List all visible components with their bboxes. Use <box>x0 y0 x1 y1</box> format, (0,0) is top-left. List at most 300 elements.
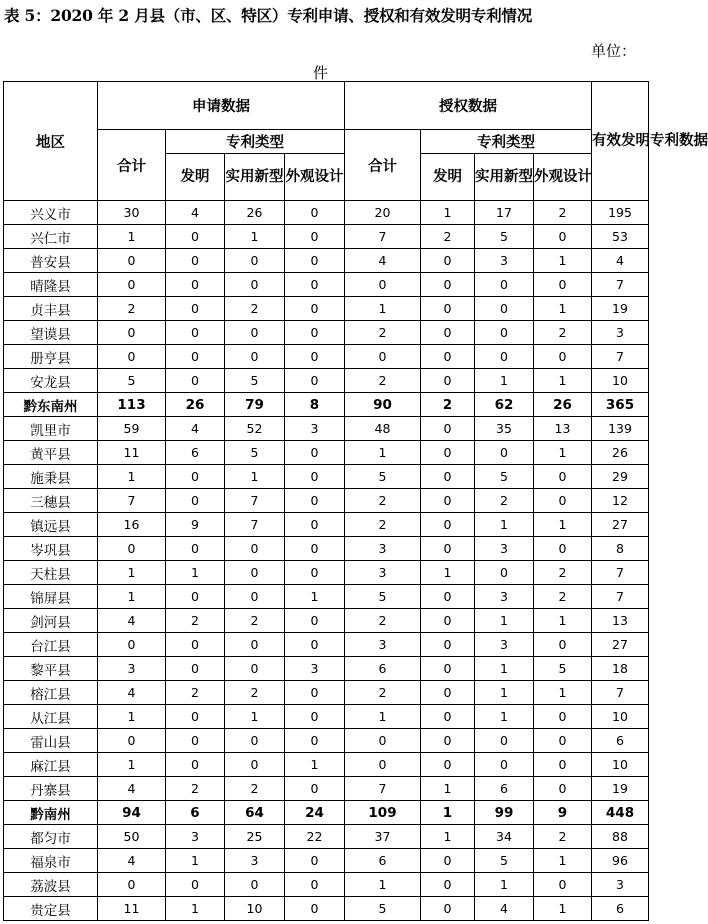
value-cell: 3 <box>345 561 421 585</box>
value-cell: 2 <box>98 297 166 321</box>
value-cell: 1 <box>225 225 285 249</box>
region-cell: 贵定县 <box>4 897 98 921</box>
header-application: 申请数据 <box>98 82 345 130</box>
table-title: 表 5：2020 年 2 月县（市、区、特区）专利申请、授权和有效发明专利情况 <box>4 6 532 25</box>
table-row <box>4 849 649 873</box>
value-cell: 1 <box>345 441 421 465</box>
value-cell: 5 <box>475 849 534 873</box>
value-cell: 0 <box>421 609 475 633</box>
value-cell: 5 <box>225 441 285 465</box>
region-cell: 黔南州 <box>4 801 98 825</box>
region-cell: 册亨县 <box>4 345 98 369</box>
value-cell: 0 <box>166 249 225 273</box>
value-cell: 88 <box>592 825 649 849</box>
value-cell: 0 <box>225 321 285 345</box>
value-cell: 25 <box>225 825 285 849</box>
value-cell: 3 <box>166 825 225 849</box>
value-cell: 0 <box>225 585 285 609</box>
summary-row <box>4 801 649 825</box>
value-cell: 22 <box>285 825 345 849</box>
region-cell: 丹寨县 <box>4 777 98 801</box>
value-cell: 1 <box>166 849 225 873</box>
value-cell: 7 <box>592 561 649 585</box>
table-row <box>4 249 649 273</box>
value-cell: 0 <box>166 273 225 297</box>
value-cell: 0 <box>421 441 475 465</box>
value-cell: 448 <box>592 801 649 825</box>
table-row <box>4 489 649 513</box>
table-row <box>4 681 649 705</box>
value-cell: 0 <box>285 609 345 633</box>
region-cell: 兴义市 <box>4 201 98 225</box>
value-cell: 7 <box>345 225 421 249</box>
value-cell: 0 <box>98 633 166 657</box>
value-cell: 90 <box>345 393 421 417</box>
value-cell: 0 <box>421 537 475 561</box>
table-row <box>4 273 649 297</box>
value-cell: 0 <box>421 681 475 705</box>
value-cell: 0 <box>534 537 592 561</box>
value-cell: 0 <box>166 633 225 657</box>
value-cell: 0 <box>98 537 166 561</box>
value-cell: 0 <box>345 729 421 753</box>
value-cell: 26 <box>166 393 225 417</box>
region-cell: 福泉市 <box>4 849 98 873</box>
value-cell: 13 <box>592 609 649 633</box>
value-cell: 0 <box>285 321 345 345</box>
value-cell: 0 <box>285 777 345 801</box>
value-cell: 2 <box>421 225 475 249</box>
value-cell: 79 <box>225 393 285 417</box>
value-cell: 0 <box>285 897 345 921</box>
value-cell: 2 <box>345 513 421 537</box>
region-cell: 台江县 <box>4 633 98 657</box>
value-cell: 24 <box>285 801 345 825</box>
value-cell: 0 <box>534 753 592 777</box>
region-cell: 荔波县 <box>4 873 98 897</box>
region-cell: 从江县 <box>4 705 98 729</box>
value-cell: 0 <box>98 729 166 753</box>
value-cell: 4 <box>98 609 166 633</box>
value-cell: 0 <box>534 489 592 513</box>
value-cell: 1 <box>534 441 592 465</box>
value-cell: 0 <box>285 561 345 585</box>
value-cell: 1 <box>475 657 534 681</box>
region-cell: 岑巩县 <box>4 537 98 561</box>
value-cell: 50 <box>98 825 166 849</box>
table-row <box>4 897 649 921</box>
value-cell: 2 <box>534 201 592 225</box>
value-cell: 3 <box>475 585 534 609</box>
value-cell: 0 <box>166 729 225 753</box>
region-cell: 镇远县 <box>4 513 98 537</box>
value-cell: 0 <box>421 729 475 753</box>
value-cell: 0 <box>225 345 285 369</box>
value-cell: 1 <box>345 297 421 321</box>
value-cell: 0 <box>225 873 285 897</box>
value-cell: 3 <box>592 873 649 897</box>
value-cell: 5 <box>475 465 534 489</box>
value-cell: 19 <box>592 297 649 321</box>
value-cell: 4 <box>592 249 649 273</box>
value-cell: 27 <box>592 633 649 657</box>
value-cell: 1 <box>475 705 534 729</box>
value-cell: 0 <box>475 297 534 321</box>
value-cell: 1 <box>421 825 475 849</box>
value-cell: 6 <box>166 441 225 465</box>
value-cell: 0 <box>421 849 475 873</box>
header-grant-invention: 发明 <box>421 154 475 201</box>
value-cell: 0 <box>475 321 534 345</box>
value-cell: 1 <box>534 897 592 921</box>
value-cell: 2 <box>225 681 285 705</box>
value-cell: 7 <box>98 489 166 513</box>
table-row <box>4 609 649 633</box>
region-cell: 施秉县 <box>4 465 98 489</box>
region-cell: 雷山县 <box>4 729 98 753</box>
value-cell: 0 <box>285 369 345 393</box>
region-cell: 都匀市 <box>4 825 98 849</box>
value-cell: 1 <box>475 513 534 537</box>
value-cell: 365 <box>592 393 649 417</box>
table-row <box>4 321 649 345</box>
value-cell: 2 <box>166 777 225 801</box>
value-cell: 52 <box>225 417 285 441</box>
value-cell: 0 <box>98 273 166 297</box>
region-cell: 兴仁市 <box>4 225 98 249</box>
value-cell: 0 <box>98 249 166 273</box>
value-cell: 2 <box>225 777 285 801</box>
table-row <box>4 441 649 465</box>
value-cell: 0 <box>166 489 225 513</box>
value-cell: 0 <box>345 753 421 777</box>
value-cell: 0 <box>421 873 475 897</box>
value-cell: 0 <box>421 657 475 681</box>
value-cell: 5 <box>475 225 534 249</box>
value-cell: 7 <box>345 777 421 801</box>
value-cell: 5 <box>345 465 421 489</box>
value-cell: 5 <box>345 897 421 921</box>
value-cell: 19 <box>592 777 649 801</box>
value-cell: 6 <box>475 777 534 801</box>
value-cell: 37 <box>345 825 421 849</box>
value-cell: 7 <box>592 585 649 609</box>
header-application-design: 外观设计 <box>285 154 345 201</box>
value-cell: 1 <box>534 249 592 273</box>
value-cell: 4 <box>98 777 166 801</box>
value-cell: 16 <box>98 513 166 537</box>
value-cell: 2 <box>345 681 421 705</box>
value-cell: 0 <box>475 561 534 585</box>
value-cell: 2 <box>534 585 592 609</box>
header-region: 地区 <box>4 82 98 201</box>
value-cell: 1 <box>98 465 166 489</box>
header-grant-patent-type: 专利类型 <box>421 130 592 154</box>
value-cell: 3 <box>475 537 534 561</box>
table-row <box>4 561 649 585</box>
value-cell: 0 <box>166 753 225 777</box>
unit-value: 件 <box>313 64 329 82</box>
value-cell: 2 <box>225 297 285 321</box>
value-cell: 64 <box>225 801 285 825</box>
value-cell: 0 <box>285 225 345 249</box>
value-cell: 0 <box>475 729 534 753</box>
value-cell: 9 <box>166 513 225 537</box>
value-cell: 3 <box>285 417 345 441</box>
value-cell: 0 <box>534 777 592 801</box>
value-cell: 0 <box>534 633 592 657</box>
value-cell: 0 <box>285 249 345 273</box>
value-cell: 0 <box>534 873 592 897</box>
value-cell: 2 <box>345 489 421 513</box>
table-row <box>4 417 649 441</box>
header-application-patent-type: 专利类型 <box>166 130 345 154</box>
table-row <box>4 873 649 897</box>
table-row <box>4 297 649 321</box>
value-cell: 1 <box>475 609 534 633</box>
value-cell: 0 <box>285 681 345 705</box>
region-cell: 黔东南州 <box>4 393 98 417</box>
value-cell: 0 <box>285 849 345 873</box>
value-cell: 6 <box>345 849 421 873</box>
value-cell: 9 <box>534 801 592 825</box>
table-row <box>4 633 649 657</box>
value-cell: 0 <box>475 753 534 777</box>
value-cell: 2 <box>421 393 475 417</box>
value-cell: 0 <box>421 633 475 657</box>
table-row <box>4 825 649 849</box>
value-cell: 1 <box>166 897 225 921</box>
value-cell: 7 <box>592 345 649 369</box>
region-cell: 锦屏县 <box>4 585 98 609</box>
value-cell: 0 <box>98 321 166 345</box>
value-cell: 1 <box>421 561 475 585</box>
table-row <box>4 777 649 801</box>
value-cell: 0 <box>421 249 475 273</box>
summary-row <box>4 393 649 417</box>
value-cell: 0 <box>285 489 345 513</box>
value-cell: 113 <box>98 393 166 417</box>
table-row <box>4 465 649 489</box>
value-cell: 0 <box>166 873 225 897</box>
value-cell: 0 <box>98 873 166 897</box>
value-cell: 1 <box>98 225 166 249</box>
header-grant-utility: 实用新型 <box>475 154 534 201</box>
value-cell: 3 <box>285 657 345 681</box>
region-cell: 望谟县 <box>4 321 98 345</box>
value-cell: 99 <box>475 801 534 825</box>
value-cell: 20 <box>345 201 421 225</box>
value-cell: 18 <box>592 657 649 681</box>
table-row <box>4 225 649 249</box>
value-cell: 8 <box>285 393 345 417</box>
value-cell: 1 <box>534 681 592 705</box>
value-cell: 0 <box>534 273 592 297</box>
value-cell: 2 <box>475 489 534 513</box>
value-cell: 1 <box>166 561 225 585</box>
value-cell: 3 <box>345 633 421 657</box>
table-row <box>4 513 649 537</box>
value-cell: 0 <box>421 489 475 513</box>
header-application-utility: 实用新型 <box>225 154 285 201</box>
value-cell: 13 <box>534 417 592 441</box>
header-grant-total: 合计 <box>345 130 421 201</box>
value-cell: 0 <box>285 705 345 729</box>
value-cell: 0 <box>421 585 475 609</box>
value-cell: 0 <box>421 705 475 729</box>
value-cell: 1 <box>534 297 592 321</box>
value-cell: 0 <box>166 225 225 249</box>
value-cell: 8 <box>592 537 649 561</box>
value-cell: 0 <box>166 369 225 393</box>
value-cell: 0 <box>345 345 421 369</box>
table-row <box>4 585 649 609</box>
table-row <box>4 201 649 225</box>
value-cell: 10 <box>225 897 285 921</box>
value-cell: 0 <box>285 465 345 489</box>
value-cell: 0 <box>421 273 475 297</box>
value-cell: 4 <box>166 417 225 441</box>
value-cell: 0 <box>285 729 345 753</box>
value-cell: 10 <box>592 369 649 393</box>
value-cell: 26 <box>534 393 592 417</box>
value-cell: 35 <box>475 417 534 441</box>
region-cell: 黄平县 <box>4 441 98 465</box>
value-cell: 5 <box>98 369 166 393</box>
value-cell: 2 <box>166 681 225 705</box>
value-cell: 0 <box>166 345 225 369</box>
value-cell: 7 <box>225 489 285 513</box>
region-cell: 普安县 <box>4 249 98 273</box>
value-cell: 0 <box>225 633 285 657</box>
value-cell: 96 <box>592 849 649 873</box>
region-cell: 剑河县 <box>4 609 98 633</box>
table-body <box>4 201 649 921</box>
value-cell: 26 <box>225 201 285 225</box>
value-cell: 0 <box>225 753 285 777</box>
value-cell: 0 <box>345 273 421 297</box>
value-cell: 0 <box>421 897 475 921</box>
value-cell: 0 <box>166 537 225 561</box>
value-cell: 62 <box>475 393 534 417</box>
value-cell: 1 <box>534 849 592 873</box>
value-cell: 11 <box>98 441 166 465</box>
value-cell: 3 <box>475 249 534 273</box>
value-cell: 4 <box>345 249 421 273</box>
value-cell: 5 <box>534 657 592 681</box>
value-cell: 27 <box>592 513 649 537</box>
value-cell: 1 <box>98 561 166 585</box>
region-cell: 三穗县 <box>4 489 98 513</box>
value-cell: 0 <box>285 873 345 897</box>
region-cell: 麻江县 <box>4 753 98 777</box>
value-cell: 0 <box>285 441 345 465</box>
value-cell: 0 <box>534 465 592 489</box>
patent-table <box>3 81 708 921</box>
value-cell: 30 <box>98 201 166 225</box>
value-cell: 0 <box>98 345 166 369</box>
value-cell: 2 <box>534 561 592 585</box>
value-cell: 1 <box>421 801 475 825</box>
value-cell: 6 <box>345 657 421 681</box>
value-cell: 3 <box>225 849 285 873</box>
value-cell: 0 <box>225 249 285 273</box>
value-cell: 29 <box>592 465 649 489</box>
value-cell: 1 <box>475 369 534 393</box>
value-cell: 0 <box>225 273 285 297</box>
value-cell: 1 <box>534 609 592 633</box>
unit-label: 单位： <box>590 42 636 60</box>
value-cell: 0 <box>421 297 475 321</box>
table-row <box>4 729 649 753</box>
region-cell: 凯里市 <box>4 417 98 441</box>
value-cell: 0 <box>475 345 534 369</box>
value-cell: 0 <box>285 345 345 369</box>
header-grant-design: 外观设计 <box>534 154 592 201</box>
value-cell: 11 <box>98 897 166 921</box>
value-cell: 17 <box>475 201 534 225</box>
value-cell: 2 <box>534 825 592 849</box>
value-cell: 7 <box>592 273 649 297</box>
value-cell: 0 <box>421 465 475 489</box>
value-cell: 1 <box>225 465 285 489</box>
value-cell: 2 <box>345 369 421 393</box>
value-cell: 109 <box>345 801 421 825</box>
table-row <box>4 657 649 681</box>
header-valid-invention: 有效发明专利数据 <box>592 82 649 201</box>
value-cell: 5 <box>345 585 421 609</box>
table-row <box>4 705 649 729</box>
table-row <box>4 537 649 561</box>
value-cell: 0 <box>421 321 475 345</box>
value-cell: 1 <box>475 681 534 705</box>
header-application-total: 合计 <box>98 130 166 201</box>
value-cell: 1 <box>98 753 166 777</box>
value-cell: 0 <box>166 585 225 609</box>
table-row <box>4 753 649 777</box>
value-cell: 1 <box>534 513 592 537</box>
value-cell: 0 <box>534 225 592 249</box>
value-cell: 0 <box>421 345 475 369</box>
value-cell: 0 <box>225 537 285 561</box>
header-application-invention: 发明 <box>166 154 225 201</box>
value-cell: 3 <box>475 633 534 657</box>
value-cell: 7 <box>225 513 285 537</box>
value-cell: 4 <box>166 201 225 225</box>
value-cell: 0 <box>285 273 345 297</box>
value-cell: 2 <box>345 609 421 633</box>
region-cell: 黎平县 <box>4 657 98 681</box>
header-grant: 授权数据 <box>345 82 592 130</box>
region-cell: 贞丰县 <box>4 297 98 321</box>
value-cell: 1 <box>421 201 475 225</box>
value-cell: 0 <box>534 729 592 753</box>
value-cell: 195 <box>592 201 649 225</box>
value-cell: 1 <box>475 873 534 897</box>
value-cell: 0 <box>166 705 225 729</box>
value-cell: 12 <box>592 489 649 513</box>
value-cell: 0 <box>225 561 285 585</box>
value-cell: 1 <box>98 585 166 609</box>
region-cell: 晴隆县 <box>4 273 98 297</box>
value-cell: 10 <box>592 753 649 777</box>
value-cell: 0 <box>285 513 345 537</box>
value-cell: 0 <box>166 321 225 345</box>
value-cell: 1 <box>98 705 166 729</box>
value-cell: 0 <box>534 345 592 369</box>
value-cell: 0 <box>166 657 225 681</box>
value-cell: 5 <box>225 369 285 393</box>
